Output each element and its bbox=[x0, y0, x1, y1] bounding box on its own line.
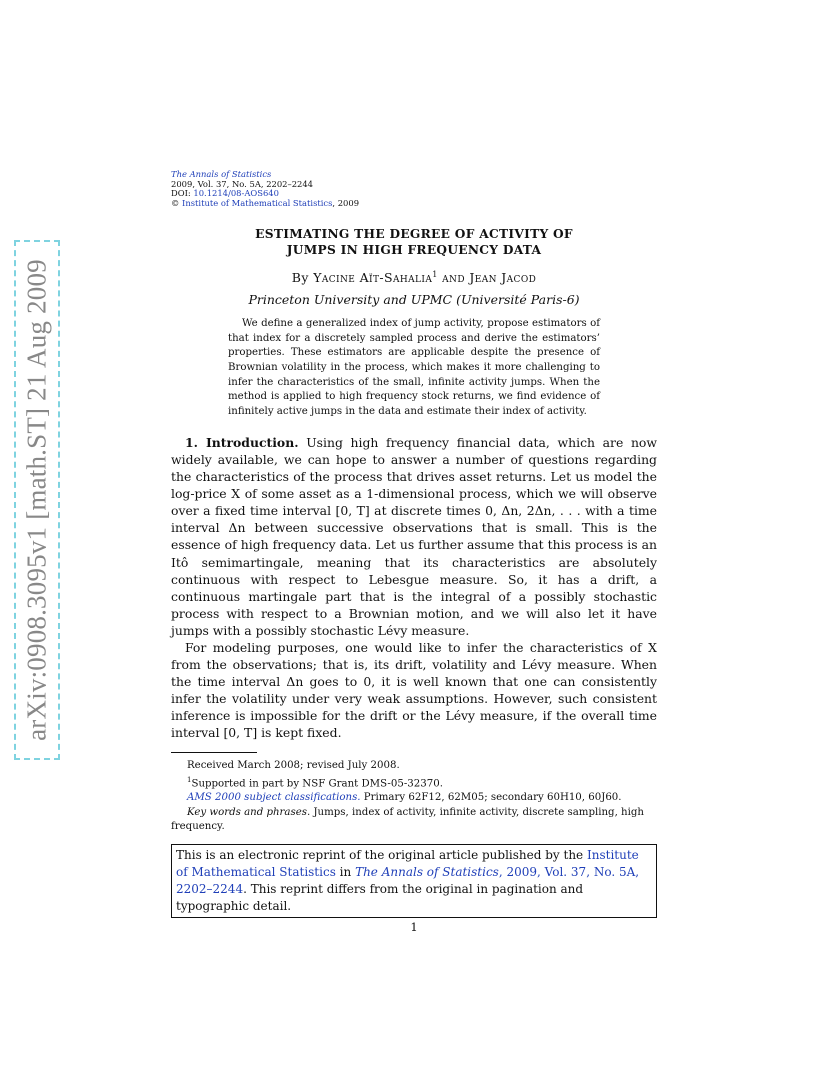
doi-link[interactable]: 10.1214/08-AOS640 bbox=[193, 188, 279, 199]
author-1: Yacine Aït-Sahalia bbox=[313, 269, 433, 285]
paper-title bbox=[171, 226, 657, 258]
intro-paragraph-1 bbox=[171, 434, 657, 639]
footnote-divider bbox=[171, 752, 257, 753]
introduction-section bbox=[171, 434, 657, 742]
reprint-citation-link[interactable]: 2009, Vol. 37, No. 5A, 2202–2244 bbox=[176, 864, 640, 896]
ams-classification bbox=[171, 791, 657, 805]
received-note: Received March 2008; revised July 2008. bbox=[187, 759, 400, 771]
section-heading: 1. Introduction. bbox=[185, 434, 299, 450]
support-footnote-mark: 1 bbox=[187, 775, 192, 784]
ams-link[interactable]: AMS 2000 subject classifications. bbox=[187, 792, 361, 804]
reprint-text-2: . This reprint differs from the original in pagination and typographic detail. bbox=[176, 881, 584, 913]
copyright-symbol: © bbox=[171, 198, 180, 209]
reprint-journal-link[interactable]: The Annals of Statistics bbox=[355, 864, 499, 879]
by-word: By bbox=[291, 269, 309, 285]
intro-paragraph-1-text: Using high frequency financial data, which are now widely available, we can hope to answer a number of questions regarding the characteristics of the process that drives asset returns. Let us model the log-price X of some asset as a 1-dimensional process, which we will observe over a fixed time interval [0, T] at discrete times 0, Δn, 2Δn, . . . with a time interval Δn between successive observations that is small. This is the essence of high frequency data. Let us further assume that this process is an Itô semimartingale, meaning that its characteristics are absolutely continuous with respect to Lebesgue measure. So, it has a drift, a continuous martingale part that is the integral of a possibly stochastic process with respect to a Brownian motion, and we will also let it have jumps with a possibly stochastic Lévy measure. bbox=[171, 434, 657, 638]
arxiv-stamp bbox=[14, 240, 60, 760]
keywords-note bbox=[171, 806, 657, 834]
arxiv-id: arXiv:0908.3095v1 [math.ST] 21 Aug 2009 bbox=[21, 259, 52, 741]
affiliation: Princeton University and UPMC (Université Paris-6) bbox=[248, 291, 580, 307]
author-1-footnote-mark: 1 bbox=[432, 269, 438, 279]
page-number: 1 bbox=[410, 919, 418, 934]
journal-info bbox=[171, 170, 657, 209]
support-note bbox=[171, 773, 657, 792]
author-2: Jean Jacod bbox=[469, 269, 537, 285]
author-line bbox=[171, 270, 657, 285]
institute-link[interactable]: Institute of Mathematical Statistics bbox=[182, 198, 333, 209]
keywords-label: Key words and phrases. bbox=[187, 806, 311, 818]
reprint-institute-link[interactable]: Institute of Mathematical Statistics bbox=[176, 847, 639, 879]
reprint-text-1: This is an electronic reprint of the original article published by the bbox=[176, 847, 584, 862]
reprint-notice bbox=[171, 844, 657, 918]
intro-paragraph-2: For modeling purposes, one would like to infer the characteristics of X from the observations; that is, its drift, volatility and Lévy measure. When the time interval Δn goes to 0, it is well known that one can consistently infer the volatility under very weak assumptions. However, such consistent inference is impossible for the drift or the Lévy measure, if the overall time interval [0, T] is kept fixed. bbox=[171, 640, 657, 741]
reprint-comma: , bbox=[498, 864, 503, 879]
support-text: Supported in part by NSF Grant DMS-05-32370. bbox=[191, 778, 443, 790]
and-word: and bbox=[442, 269, 465, 285]
journal-name-link[interactable]: The Annals of Statistics bbox=[171, 169, 272, 179]
reprint-in: in bbox=[335, 864, 356, 879]
ams-codes: Primary 62F12, 62M05; secondary 60H10, 60J60. bbox=[360, 792, 622, 804]
doi-label: DOI: bbox=[171, 188, 194, 199]
abstract: We define a generalized index of jump activity, propose estimators of that index for a discretely sampled process and derive the estimators’ properties. These estimators are applicable despite the presence of Brownian volatility in the process, which makes it more challenging to infer the characteristics of the small, infinite activity jumps. When the method is applied to high frequency stock returns, we find evidence of infinitely active jumps in the data and estimate their index of activity. bbox=[228, 317, 600, 418]
keywords-text: Jumps, index of activity, infinite activity, discrete sampling, high frequency. bbox=[171, 806, 644, 832]
title-line-1: ESTIMATING THE DEGREE OF ACTIVITY OF bbox=[255, 226, 573, 241]
footnotes bbox=[171, 759, 657, 834]
copyright-year: , 2009 bbox=[332, 198, 360, 209]
journal-volume: 2009, Vol. 37, No. 5A, 2202–2244 bbox=[171, 178, 314, 189]
title-line-2: JUMPS IN HIGH FREQUENCY DATA bbox=[286, 242, 542, 257]
paper-page bbox=[171, 170, 657, 934]
journal-copyright bbox=[171, 199, 657, 209]
